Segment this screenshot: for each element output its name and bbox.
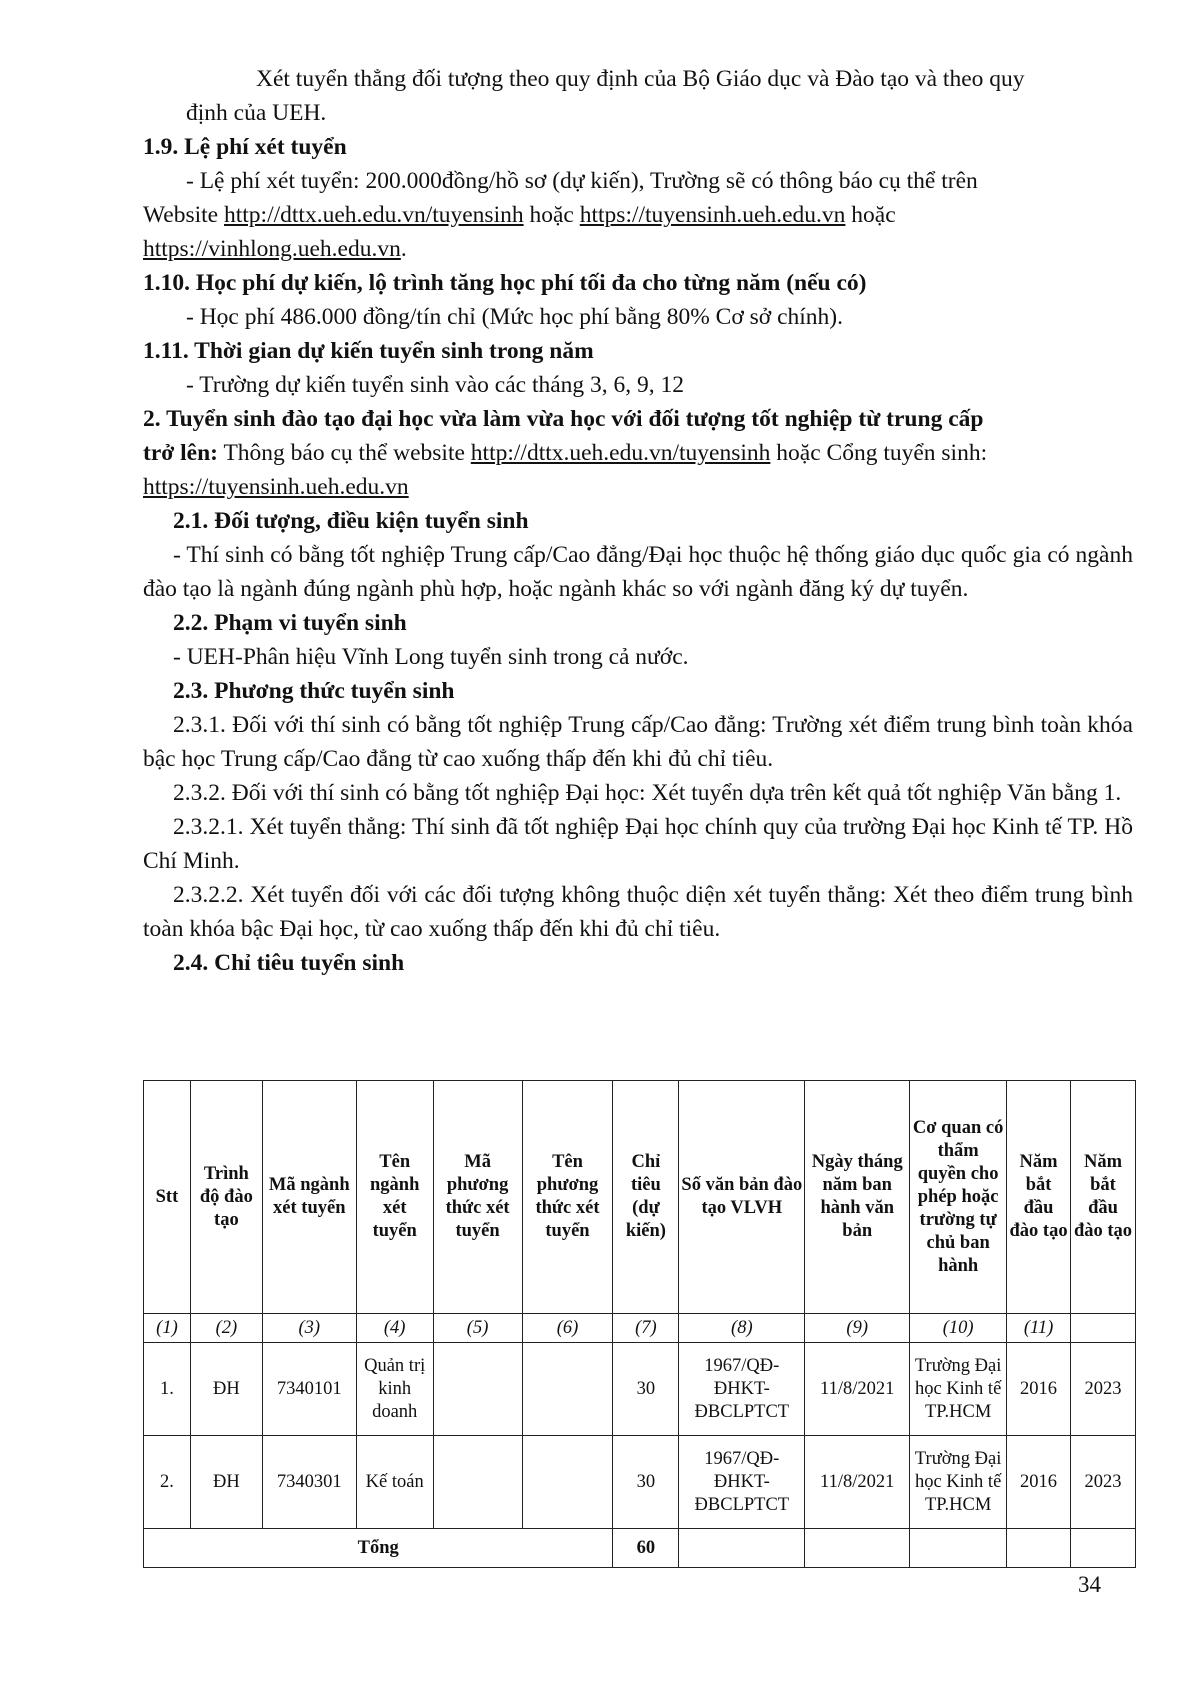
- column-number: (10): [910, 1314, 1007, 1343]
- paragraph: [143, 436, 1133, 470]
- paragraph: - Học phí 486.000 đồng/tín chỉ (Mức học phí bằng 80% Cơ sở chính).: [186, 304, 843, 330]
- text: trở lên:: [143, 440, 218, 466]
- paragraph: - Lệ phí xét tuyển: 200.000đồng/hồ sơ (dự kiến), Trường sẽ có thông báo cụ thể trên: [186, 168, 978, 194]
- column-number: (6): [522, 1314, 613, 1343]
- cell: [433, 1343, 522, 1436]
- cell: 7340301: [262, 1436, 356, 1529]
- link-vinhlong[interactable]: https://vinhlong.ueh.edu.vn: [143, 236, 401, 262]
- paragraph: [143, 232, 1133, 266]
- link-dttx[interactable]: http://dttx.ueh.edu.vn/tuyensinh: [224, 202, 524, 228]
- paragraph: - Thí sinh có bằng tốt nghiệp Trung cấp/Cao đẳng/Đại học thuộc hệ thống giáo dục quốc gia có ngành đào tạo là ngành đúng ngành phù hợp, hoặc ngành khác so với ngành đăng ký dự tuyển.: [143, 542, 1133, 602]
- column-number: (3): [262, 1314, 356, 1343]
- column-number: (7): [613, 1314, 679, 1343]
- total-label: Tổng: [144, 1529, 613, 1568]
- paragraph: - Trường dự kiến tuyển sinh vào các tháng 3, 6, 9, 12: [186, 372, 685, 398]
- cell: 11/8/2021: [805, 1343, 910, 1436]
- text: Thông báo cụ thể website: [218, 440, 471, 466]
- cell: 2023: [1071, 1343, 1136, 1436]
- column-header: Tên phương thức xét tuyển: [522, 1081, 613, 1314]
- section-heading: 1.10. Học phí dự kiến, lộ trình tăng học phí tối đa cho từng năm (nếu có): [143, 270, 867, 296]
- cell: [805, 1529, 910, 1568]
- column-header: Năm bắt đầu đào tạo: [1007, 1081, 1071, 1314]
- column-number: (1): [144, 1314, 191, 1343]
- cell: Trường Đại học Kinh tế TP.HCM: [910, 1343, 1007, 1436]
- link-tuyensinh[interactable]: https://tuyensinh.ueh.edu.vn: [579, 202, 846, 228]
- cell: 2016: [1007, 1343, 1071, 1436]
- column-number: (9): [805, 1314, 910, 1343]
- cell: 7340101: [262, 1343, 356, 1436]
- cell: 11/8/2021: [805, 1436, 910, 1529]
- section-heading: 2. Tuyển sinh đào tạo đại học vừa làm vừa học với đối tượng tốt nghiệp từ trung cấp: [143, 406, 984, 432]
- cell: 1967/QĐ-ĐHKT-ĐBCLPTCT: [679, 1343, 805, 1436]
- paragraph: - UEH-Phân hiệu Vĩnh Long tuyển sinh trong cả nước.: [173, 644, 689, 670]
- paragraph: 2.3.1. Đối với thí sinh có bằng tốt nghiệp Trung cấp/Cao đẳng: Trường xét điểm trung bình toàn khóa bậc học Trung cấp/Cao đẳng từ cao xuống thấp đến khi đủ chỉ tiêu.: [143, 712, 1133, 772]
- cell: 30: [613, 1436, 679, 1529]
- column-number: (11): [1007, 1314, 1071, 1343]
- column-number: (2): [190, 1314, 262, 1343]
- text: hoặc Cổng tuyển sinh:: [770, 440, 988, 466]
- column-header: Cơ quan có thẩm quyền cho phép hoặc trường tự chủ ban hành: [910, 1081, 1007, 1314]
- section-heading: 2.1. Đối tượng, điều kiện tuyển sinh: [173, 508, 529, 534]
- paragraph: 2.3.2. Đối với thí sinh có bằng tốt nghiệp Đại học: Xét tuyển dựa trên kết quả tốt nghiệp Văn bằng 1.: [173, 780, 1122, 806]
- text: hoặc: [845, 202, 896, 228]
- document-body: [143, 62, 1133, 980]
- cell: [522, 1343, 613, 1436]
- cell: Kế toán: [356, 1436, 433, 1529]
- column-number: (4): [356, 1314, 433, 1343]
- cell: 30: [613, 1343, 679, 1436]
- column-header: Stt: [144, 1081, 191, 1314]
- total-value: 60: [613, 1529, 679, 1568]
- text: Website: [143, 202, 224, 228]
- link-tuyensinh[interactable]: https://tuyensinh.ueh.edu.vn: [143, 474, 409, 500]
- column-header: Số văn bản đào tạo VLVH: [679, 1081, 805, 1314]
- cell: [679, 1529, 805, 1568]
- table-header-row: [144, 1081, 1136, 1314]
- cell: 2.: [144, 1436, 191, 1529]
- paragraph: 2.3.2.2. Xét tuyển đối với các đối tượng không thuộc diện xét tuyển thẳng: Xét theo điểm trung bình toàn khóa bậc Đại học, từ cao xuống thấp đến khi đủ chỉ tiêu.: [143, 882, 1133, 942]
- cell: 2016: [1007, 1436, 1071, 1529]
- paragraph: Xét tuyển thẳng đối tượng theo quy định của Bộ Giáo dục và Đào tạo và theo quy: [256, 66, 1025, 92]
- cell: 1967/QĐ-ĐHKT-ĐBCLPTCT: [679, 1436, 805, 1529]
- column-header: Mã phương thức xét tuyển: [433, 1081, 522, 1314]
- cell: ĐH: [190, 1436, 262, 1529]
- link-dttx[interactable]: http://dttx.ueh.edu.vn/tuyensinh: [470, 440, 771, 466]
- section-heading: 1.9. Lệ phí xét tuyển: [143, 134, 347, 160]
- column-number-row: [144, 1314, 1136, 1343]
- section-heading: 1.11. Thời gian dự kiến tuyển sinh trong năm: [143, 338, 594, 364]
- admission-quota-table: [143, 1080, 1136, 1568]
- column-number: (8): [679, 1314, 805, 1343]
- column-header: Mã ngành xét tuyển: [262, 1081, 356, 1314]
- cell: [1071, 1529, 1136, 1568]
- cell: [522, 1436, 613, 1529]
- column-number: [1071, 1314, 1136, 1343]
- column-header: Chỉ tiêu (dự kiến): [613, 1081, 679, 1314]
- column-number: (5): [433, 1314, 522, 1343]
- text: .: [400, 236, 407, 262]
- table-total-row: [144, 1529, 1136, 1568]
- column-header: Trình độ đào tạo: [190, 1081, 262, 1314]
- paragraph: [143, 470, 1133, 504]
- page-number: 34: [1078, 1572, 1101, 1597]
- cell: [910, 1529, 1007, 1568]
- cell: [1007, 1529, 1071, 1568]
- cell: Quản trị kinh doanh: [356, 1343, 433, 1436]
- table-row: [144, 1343, 1136, 1436]
- cell: ĐH: [190, 1343, 262, 1436]
- paragraph: 2.3.2.1. Xét tuyển thẳng: Thí sinh đã tốt nghiệp Đại học chính quy của trường Đại học Kinh tế TP. Hồ Chí Minh.: [143, 814, 1133, 874]
- cell: 1.: [144, 1343, 191, 1436]
- section-heading: 2.4. Chỉ tiêu tuyển sinh: [173, 950, 405, 976]
- cell: Trường Đại học Kinh tế TP.HCM: [910, 1436, 1007, 1529]
- paragraph: [143, 198, 1133, 232]
- column-header: Tên ngành xét tuyển: [356, 1081, 433, 1314]
- text: hoặc: [523, 202, 580, 228]
- table-row: [144, 1436, 1136, 1529]
- section-heading: 2.2. Phạm vi tuyển sinh: [173, 610, 407, 636]
- cell: 2023: [1071, 1436, 1136, 1529]
- column-header: Ngày tháng năm ban hành văn bản: [805, 1081, 910, 1314]
- column-header: Năm bắt đầu đào tạo: [1071, 1081, 1136, 1314]
- cell: [433, 1436, 522, 1529]
- paragraph: định của UEH.: [186, 100, 327, 126]
- section-heading: 2.3. Phương thức tuyển sinh: [173, 678, 455, 704]
